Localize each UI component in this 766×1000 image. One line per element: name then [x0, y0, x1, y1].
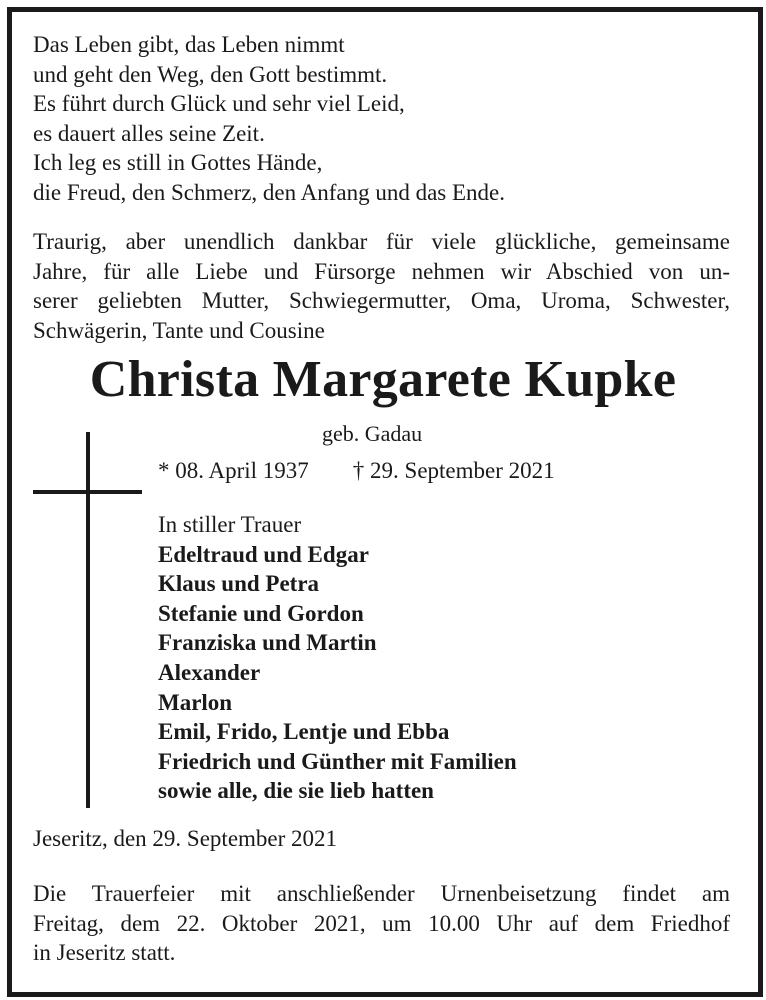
intro-paragraph [33, 227, 730, 345]
intro-line: Jahre, für alle Liebe und Fürsorge nehmen wir Abschied von un- [33, 258, 730, 284]
poem [33, 30, 505, 207]
death-date: † 29. September 2021 [352, 458, 555, 483]
mourner: Franziska und Martin [158, 630, 377, 656]
mourner: Klaus und Petra [158, 571, 320, 597]
mourner: Alexander [158, 659, 261, 685]
mourners-list [158, 510, 517, 806]
ceremony-info [33, 879, 730, 968]
poem-line: Ich leg es still in Gottes Hände, [33, 150, 323, 175]
ceremony-line: Die Trauerfeier mit anschließender Urnenbeisetzung findet am [33, 881, 730, 906]
poem-line: die Freud, den Schmerz, den Anfang und das Ende. [33, 179, 506, 205]
mourner: Edeltraud und Edgar [158, 541, 369, 567]
ceremony-line: in Jeseritz statt. [33, 940, 176, 965]
mourner: Friedrich und Günther mit Familien [158, 748, 517, 774]
intro-line: Traurig, aber unendlich dankbar für viele glückliche, gemeinsame [33, 229, 730, 254]
place-date: Jeseritz, den 29. September 2021 [33, 826, 338, 851]
intro-line: serer geliebten Mutter, Schwiegermutter, Oma, Uroma, Schwester, [33, 288, 730, 313]
poem-line: es dauert alles seine Zeit. [33, 120, 265, 146]
birth-name: geb. Gadau [322, 421, 423, 446]
intro-line: Schwägerin, Tante und Cousine [33, 317, 325, 343]
life-dates [158, 458, 555, 484]
mourner: Marlon [158, 689, 233, 715]
ceremony-line: Freitag, dem 22. Oktober 2021, um 10.00 Uhr auf dem Friedhof [33, 910, 730, 936]
mourner: Stefanie und Gordon [158, 600, 364, 626]
cross-icon [86, 432, 90, 808]
mourning-lead: In stiller Trauer [158, 512, 302, 537]
birth-date: * 08. April 1937 [158, 458, 309, 483]
poem-line: Das Leben gibt, das Leben nimmt [33, 32, 345, 57]
poem-line: und geht den Weg, den Gott bestimmt. [33, 61, 388, 87]
deceased-name: Christa Margarete Kupke [89, 351, 677, 408]
mourner: Emil, Frido, Lentje und Ebba [158, 719, 450, 745]
poem-line: Es führt durch Glück und sehr viel Leid, [33, 91, 405, 116]
cross-icon-bar [33, 490, 142, 494]
mourner: sowie alle, die sie lieb hatten [158, 778, 434, 804]
